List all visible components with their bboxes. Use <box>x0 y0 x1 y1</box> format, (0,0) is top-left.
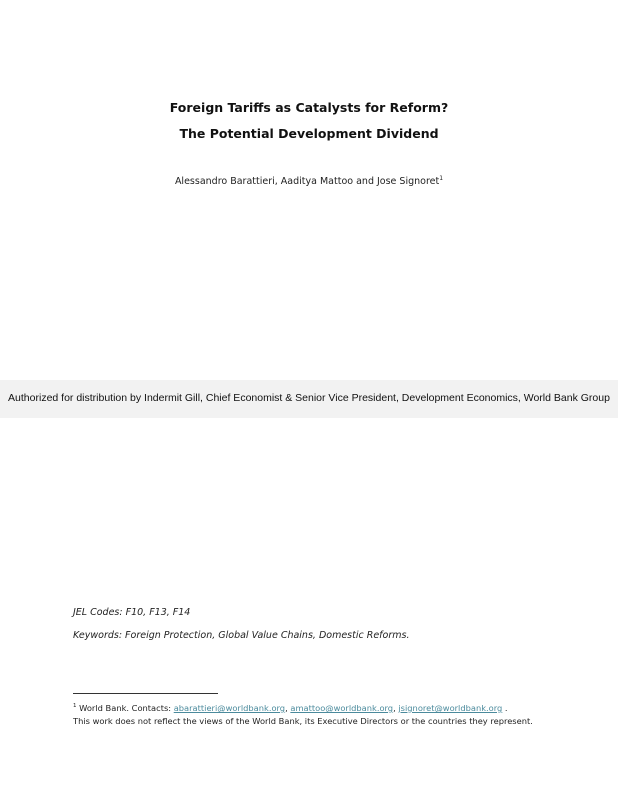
paper-title-line-2: The Potential Development Dividend <box>179 126 439 141</box>
footnote-divider <box>73 693 218 694</box>
email-link-mattoo[interactable]: amattoo@worldbank.org <box>290 703 394 713</box>
footnote-marker: 1 <box>73 703 77 710</box>
jel-codes: JEL Codes: F10, F13, F14 <box>73 607 191 618</box>
email-link-signoret[interactable]: jsignoret@worldbank.org <box>398 703 503 713</box>
footnote-prefix: World Bank. Contacts: <box>76 703 174 713</box>
footnote-disclaimer: This work does not reflect the views of the World Bank, its Executive Directors or the countries they represent. <box>73 716 533 726</box>
distribution-banner-text: Authorized for distribution by Indermit Gill, Chief Economist & Senior Vice President, Development Economics, World Bank Group <box>8 392 610 404</box>
email-separator: , <box>393 703 399 713</box>
footnote-suffix: . <box>502 703 508 713</box>
distribution-banner <box>0 380 618 418</box>
keywords: Keywords: Foreign Protection, Global Value Chains, Domestic Reforms. <box>73 630 410 641</box>
email-link-barattieri[interactable]: abarattieri@worldbank.org <box>173 703 286 713</box>
author-line <box>0 176 618 187</box>
author-footnote-marker: 1 <box>439 174 444 182</box>
email-separator: , <box>285 703 291 713</box>
paper-title-line-1: Foreign Tariffs as Catalysts for Reform? <box>169 100 449 115</box>
author-names: Alessandro Barattieri, Aaditya Mattoo and Jose Signoret <box>174 176 440 187</box>
footnote-contacts <box>73 703 508 713</box>
